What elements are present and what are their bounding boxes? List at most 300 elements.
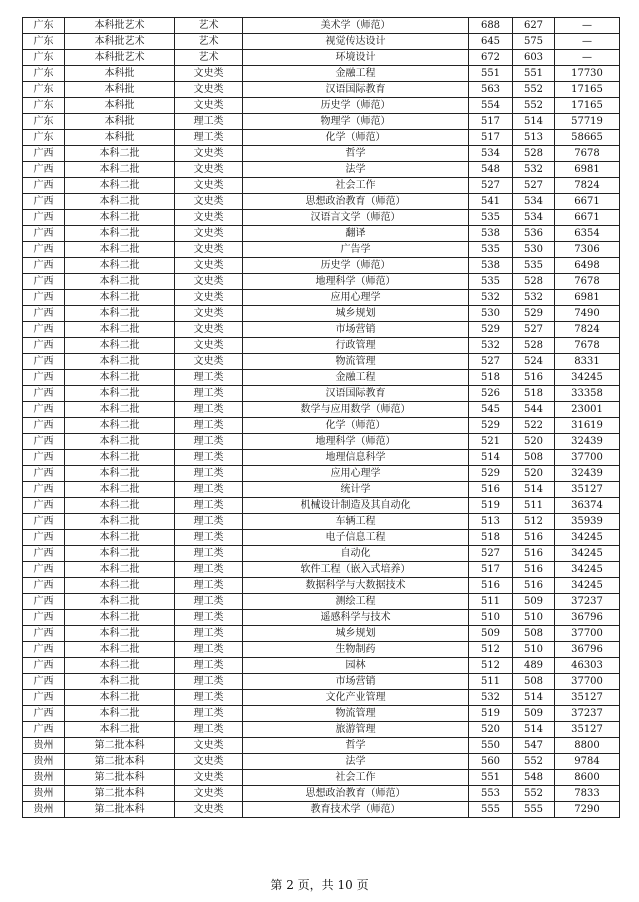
max-score-cell: 510 (469, 610, 513, 626)
batch-cell: 本科批艺术 (65, 18, 175, 34)
batch-cell: 本科二批 (65, 402, 175, 418)
rank-cell: 7678 (555, 274, 620, 290)
min-score-cell: 528 (513, 146, 555, 162)
major-cell: 法学 (243, 162, 469, 178)
table-row (23, 626, 620, 642)
rank-cell: — (555, 34, 620, 50)
max-score-cell: 535 (469, 210, 513, 226)
table-row (23, 114, 620, 130)
min-score-cell: 534 (513, 194, 555, 210)
rank-cell: 7833 (555, 786, 620, 802)
province-cell: 广西 (23, 386, 65, 402)
major-cell: 物流管理 (243, 706, 469, 722)
major-cell: 旅游管理 (243, 722, 469, 738)
major-cell: 市场营销 (243, 322, 469, 338)
major-cell: 美术学（师范） (243, 18, 469, 34)
major-cell: 电子信息工程 (243, 530, 469, 546)
max-score-cell: 532 (469, 690, 513, 706)
table-row (23, 50, 620, 66)
rank-cell: 36796 (555, 610, 620, 626)
table-row (23, 642, 620, 658)
province-cell: 广西 (23, 146, 65, 162)
province-cell: 广西 (23, 210, 65, 226)
rank-cell: 37700 (555, 626, 620, 642)
rank-cell: 32439 (555, 434, 620, 450)
major-cell: 自动化 (243, 546, 469, 562)
category-cell: 理工类 (175, 626, 243, 642)
min-score-cell: 532 (513, 162, 555, 178)
major-cell: 思想政治教育（师范） (243, 194, 469, 210)
min-score-cell: 529 (513, 306, 555, 322)
min-score-cell: 516 (513, 546, 555, 562)
province-cell: 广西 (23, 674, 65, 690)
min-score-cell: 511 (513, 498, 555, 514)
min-score-cell: 520 (513, 434, 555, 450)
max-score-cell: 527 (469, 546, 513, 562)
max-score-cell: 541 (469, 194, 513, 210)
category-cell: 理工类 (175, 546, 243, 562)
batch-cell: 本科二批 (65, 514, 175, 530)
category-cell: 理工类 (175, 130, 243, 146)
province-cell: 广东 (23, 18, 65, 34)
max-score-cell: 545 (469, 402, 513, 418)
max-score-cell: 517 (469, 562, 513, 578)
province-cell: 广西 (23, 562, 65, 578)
max-score-cell: 645 (469, 34, 513, 50)
rank-cell: 46303 (555, 658, 620, 674)
batch-cell: 本科二批 (65, 546, 175, 562)
rank-cell: 7678 (555, 146, 620, 162)
min-score-cell: 528 (513, 338, 555, 354)
max-score-cell: 527 (469, 354, 513, 370)
major-cell: 化学（师范） (243, 130, 469, 146)
rank-cell: 57719 (555, 114, 620, 130)
table-row (23, 690, 620, 706)
batch-cell: 本科二批 (65, 226, 175, 242)
rank-cell: 6498 (555, 258, 620, 274)
major-cell: 地理科学（师范） (243, 274, 469, 290)
batch-cell: 本科二批 (65, 386, 175, 402)
table-row (23, 34, 620, 50)
table-row (23, 802, 620, 818)
max-score-cell: 538 (469, 258, 513, 274)
table-row (23, 434, 620, 450)
batch-cell: 本科二批 (65, 562, 175, 578)
category-cell: 理工类 (175, 418, 243, 434)
rank-cell: 36374 (555, 498, 620, 514)
max-score-cell: 526 (469, 386, 513, 402)
province-cell: 广西 (23, 498, 65, 514)
category-cell: 理工类 (175, 578, 243, 594)
major-cell: 物理学（师范） (243, 114, 469, 130)
min-score-cell: 520 (513, 466, 555, 482)
batch-cell: 本科二批 (65, 274, 175, 290)
max-score-cell: 672 (469, 50, 513, 66)
table-row (23, 338, 620, 354)
batch-cell: 本科二批 (65, 146, 175, 162)
min-score-cell: 516 (513, 578, 555, 594)
category-cell: 理工类 (175, 482, 243, 498)
table-row (23, 18, 620, 34)
category-cell: 理工类 (175, 722, 243, 738)
min-score-cell: 514 (513, 482, 555, 498)
min-score-cell: 510 (513, 642, 555, 658)
table-row (23, 770, 620, 786)
major-cell: 行政管理 (243, 338, 469, 354)
major-cell: 汉语国际教育 (243, 82, 469, 98)
rank-cell: 8331 (555, 354, 620, 370)
province-cell: 广西 (23, 162, 65, 178)
category-cell: 文史类 (175, 338, 243, 354)
rank-cell: 34245 (555, 530, 620, 546)
batch-cell: 本科二批 (65, 210, 175, 226)
province-cell: 广西 (23, 642, 65, 658)
min-score-cell: 512 (513, 514, 555, 530)
major-cell: 应用心理学 (243, 290, 469, 306)
rank-cell: 6981 (555, 162, 620, 178)
max-score-cell: 551 (469, 66, 513, 82)
min-score-cell: 552 (513, 98, 555, 114)
table-row (23, 82, 620, 98)
max-score-cell: 530 (469, 306, 513, 322)
province-cell: 广西 (23, 194, 65, 210)
rank-cell: 31619 (555, 418, 620, 434)
batch-cell: 本科二批 (65, 418, 175, 434)
province-cell: 广西 (23, 354, 65, 370)
batch-cell: 本科二批 (65, 450, 175, 466)
min-score-cell: 544 (513, 402, 555, 418)
max-score-cell: 529 (469, 322, 513, 338)
major-cell: 广告学 (243, 242, 469, 258)
table-row (23, 370, 620, 386)
page-footer: 第 2 页，共 10 页 (270, 878, 369, 892)
batch-cell: 本科批 (65, 98, 175, 114)
batch-cell: 本科二批 (65, 290, 175, 306)
major-cell: 社会工作 (243, 178, 469, 194)
category-cell: 理工类 (175, 450, 243, 466)
table-row (23, 546, 620, 562)
rank-cell: 35127 (555, 690, 620, 706)
major-cell: 地理信息科学 (243, 450, 469, 466)
category-cell: 文史类 (175, 802, 243, 818)
min-score-cell: 509 (513, 594, 555, 610)
category-cell: 理工类 (175, 114, 243, 130)
rank-cell: — (555, 50, 620, 66)
min-score-cell: 522 (513, 418, 555, 434)
major-cell: 汉语言文学（师范） (243, 210, 469, 226)
major-cell: 应用心理学 (243, 466, 469, 482)
province-cell: 广西 (23, 434, 65, 450)
table-row (23, 594, 620, 610)
province-cell: 广西 (23, 690, 65, 706)
province-cell: 广西 (23, 242, 65, 258)
rank-cell: 37700 (555, 450, 620, 466)
rank-cell: 8600 (555, 770, 620, 786)
table-row (23, 178, 620, 194)
min-score-cell: 552 (513, 786, 555, 802)
rank-cell: 35939 (555, 514, 620, 530)
min-score-cell: 514 (513, 690, 555, 706)
category-cell: 理工类 (175, 610, 243, 626)
province-cell: 广东 (23, 50, 65, 66)
max-score-cell: 519 (469, 498, 513, 514)
batch-cell: 第二批本科 (65, 738, 175, 754)
max-score-cell: 535 (469, 242, 513, 258)
table-row (23, 354, 620, 370)
rank-cell: 6671 (555, 210, 620, 226)
rank-cell: 9784 (555, 754, 620, 770)
rank-cell: 17730 (555, 66, 620, 82)
batch-cell: 本科批 (65, 66, 175, 82)
batch-cell: 第二批本科 (65, 802, 175, 818)
province-cell: 广西 (23, 274, 65, 290)
table-row (23, 402, 620, 418)
category-cell: 文史类 (175, 82, 243, 98)
batch-cell: 本科二批 (65, 706, 175, 722)
rank-cell: 35127 (555, 722, 620, 738)
major-cell: 社会工作 (243, 770, 469, 786)
min-score-cell: 508 (513, 450, 555, 466)
min-score-cell: 524 (513, 354, 555, 370)
max-score-cell: 555 (469, 802, 513, 818)
category-cell: 理工类 (175, 642, 243, 658)
category-cell: 文史类 (175, 738, 243, 754)
table-row (23, 466, 620, 482)
table-row (23, 194, 620, 210)
province-cell: 广西 (23, 626, 65, 642)
min-score-cell: 551 (513, 66, 555, 82)
batch-cell: 本科二批 (65, 658, 175, 674)
batch-cell: 本科二批 (65, 306, 175, 322)
category-cell: 理工类 (175, 562, 243, 578)
category-cell: 文史类 (175, 226, 243, 242)
major-cell: 物流管理 (243, 354, 469, 370)
major-cell: 思想政治教育（师范） (243, 786, 469, 802)
min-score-cell: 508 (513, 674, 555, 690)
min-score-cell: 548 (513, 770, 555, 786)
rank-cell: 37237 (555, 594, 620, 610)
table-row (23, 274, 620, 290)
major-cell: 视觉传达设计 (243, 34, 469, 50)
min-score-cell: 508 (513, 626, 555, 642)
rank-cell: 6671 (555, 194, 620, 210)
table-row (23, 306, 620, 322)
province-cell: 贵州 (23, 754, 65, 770)
rank-cell: 17165 (555, 98, 620, 114)
min-score-cell: 489 (513, 658, 555, 674)
table-row (23, 418, 620, 434)
major-cell: 教育技术学（师范） (243, 802, 469, 818)
province-cell: 贵州 (23, 802, 65, 818)
province-cell: 广东 (23, 34, 65, 50)
min-score-cell: 514 (513, 722, 555, 738)
rank-cell: 36796 (555, 642, 620, 658)
min-score-cell: 509 (513, 706, 555, 722)
major-cell: 文化产业管理 (243, 690, 469, 706)
max-score-cell: 548 (469, 162, 513, 178)
province-cell: 广西 (23, 338, 65, 354)
category-cell: 文史类 (175, 354, 243, 370)
table-body (23, 18, 620, 818)
rank-cell: 34245 (555, 578, 620, 594)
rank-cell: 17165 (555, 82, 620, 98)
min-score-cell: 514 (513, 114, 555, 130)
province-cell: 广西 (23, 546, 65, 562)
category-cell: 理工类 (175, 594, 243, 610)
max-score-cell: 509 (469, 626, 513, 642)
max-score-cell: 512 (469, 642, 513, 658)
rank-cell: 7824 (555, 322, 620, 338)
major-cell: 翻译 (243, 226, 469, 242)
batch-cell: 本科批 (65, 114, 175, 130)
category-cell: 文史类 (175, 274, 243, 290)
min-score-cell: 627 (513, 18, 555, 34)
batch-cell: 本科二批 (65, 498, 175, 514)
rank-cell: 8800 (555, 738, 620, 754)
batch-cell: 第二批本科 (65, 754, 175, 770)
rank-cell: 33358 (555, 386, 620, 402)
category-cell: 文史类 (175, 66, 243, 82)
category-cell: 理工类 (175, 690, 243, 706)
rank-cell: — (555, 18, 620, 34)
province-cell: 贵州 (23, 738, 65, 754)
table-row (23, 530, 620, 546)
max-score-cell: 529 (469, 466, 513, 482)
min-score-cell: 518 (513, 386, 555, 402)
min-score-cell: 534 (513, 210, 555, 226)
province-cell: 广西 (23, 578, 65, 594)
major-cell: 城乡规划 (243, 306, 469, 322)
province-cell: 广西 (23, 290, 65, 306)
admission-score-table (22, 17, 620, 818)
category-cell: 理工类 (175, 466, 243, 482)
min-score-cell: 527 (513, 178, 555, 194)
category-cell: 文史类 (175, 306, 243, 322)
major-cell: 机械设计制造及其自动化 (243, 498, 469, 514)
major-cell: 地理科学（师范） (243, 434, 469, 450)
table-row (23, 210, 620, 226)
category-cell: 文史类 (175, 786, 243, 802)
province-cell: 广西 (23, 466, 65, 482)
province-cell: 广西 (23, 482, 65, 498)
rank-cell: 34245 (555, 546, 620, 562)
table-row (23, 130, 620, 146)
min-score-cell: 552 (513, 754, 555, 770)
category-cell: 理工类 (175, 402, 243, 418)
batch-cell: 本科二批 (65, 674, 175, 690)
province-cell: 广东 (23, 98, 65, 114)
province-cell: 广东 (23, 130, 65, 146)
category-cell: 文史类 (175, 322, 243, 338)
max-score-cell: 551 (469, 770, 513, 786)
table-row (23, 754, 620, 770)
batch-cell: 本科二批 (65, 322, 175, 338)
category-cell: 理工类 (175, 658, 243, 674)
major-cell: 车辆工程 (243, 514, 469, 530)
min-score-cell: 603 (513, 50, 555, 66)
category-cell: 理工类 (175, 498, 243, 514)
province-cell: 广西 (23, 178, 65, 194)
table-row (23, 226, 620, 242)
min-score-cell: 513 (513, 130, 555, 146)
max-score-cell: 513 (469, 514, 513, 530)
batch-cell: 本科二批 (65, 466, 175, 482)
province-cell: 广西 (23, 450, 65, 466)
rank-cell: 32439 (555, 466, 620, 482)
major-cell: 软件工程（嵌入式培养） (243, 562, 469, 578)
batch-cell: 本科二批 (65, 194, 175, 210)
rank-cell: 7824 (555, 178, 620, 194)
table-row (23, 514, 620, 530)
min-score-cell: 510 (513, 610, 555, 626)
category-cell: 理工类 (175, 706, 243, 722)
category-cell: 理工类 (175, 674, 243, 690)
table-row (23, 322, 620, 338)
max-score-cell: 516 (469, 482, 513, 498)
table-row (23, 610, 620, 626)
rank-cell: 35127 (555, 482, 620, 498)
max-score-cell: 527 (469, 178, 513, 194)
province-cell: 贵州 (23, 786, 65, 802)
min-score-cell: 527 (513, 322, 555, 338)
major-cell: 测绘工程 (243, 594, 469, 610)
table-row (23, 162, 620, 178)
max-score-cell: 512 (469, 658, 513, 674)
batch-cell: 本科二批 (65, 178, 175, 194)
rank-cell: 23001 (555, 402, 620, 418)
batch-cell: 本科批 (65, 82, 175, 98)
major-cell: 数学与应用数学（师范） (243, 402, 469, 418)
batch-cell: 第二批本科 (65, 786, 175, 802)
batch-cell: 本科二批 (65, 162, 175, 178)
province-cell: 广西 (23, 306, 65, 322)
max-score-cell: 516 (469, 578, 513, 594)
table-row (23, 658, 620, 674)
province-cell: 广西 (23, 514, 65, 530)
category-cell: 文史类 (175, 178, 243, 194)
table-row (23, 738, 620, 754)
table-row (23, 258, 620, 274)
batch-cell: 本科批艺术 (65, 34, 175, 50)
table-row (23, 498, 620, 514)
min-score-cell: 575 (513, 34, 555, 50)
province-cell: 广西 (23, 258, 65, 274)
rank-cell: 7306 (555, 242, 620, 258)
major-cell: 市场营销 (243, 674, 469, 690)
max-score-cell: 521 (469, 434, 513, 450)
province-cell: 广西 (23, 370, 65, 386)
batch-cell: 本科批 (65, 130, 175, 146)
table-row (23, 786, 620, 802)
max-score-cell: 563 (469, 82, 513, 98)
rank-cell: 7290 (555, 802, 620, 818)
max-score-cell: 550 (469, 738, 513, 754)
major-cell: 金融工程 (243, 370, 469, 386)
batch-cell: 本科二批 (65, 370, 175, 386)
rank-cell: 37700 (555, 674, 620, 690)
batch-cell: 本科二批 (65, 354, 175, 370)
province-cell: 广东 (23, 82, 65, 98)
category-cell: 文史类 (175, 210, 243, 226)
max-score-cell: 518 (469, 370, 513, 386)
table-row (23, 146, 620, 162)
category-cell: 理工类 (175, 386, 243, 402)
rank-cell: 7490 (555, 306, 620, 322)
rank-cell: 7678 (555, 338, 620, 354)
min-score-cell: 530 (513, 242, 555, 258)
category-cell: 理工类 (175, 370, 243, 386)
category-cell: 文史类 (175, 194, 243, 210)
